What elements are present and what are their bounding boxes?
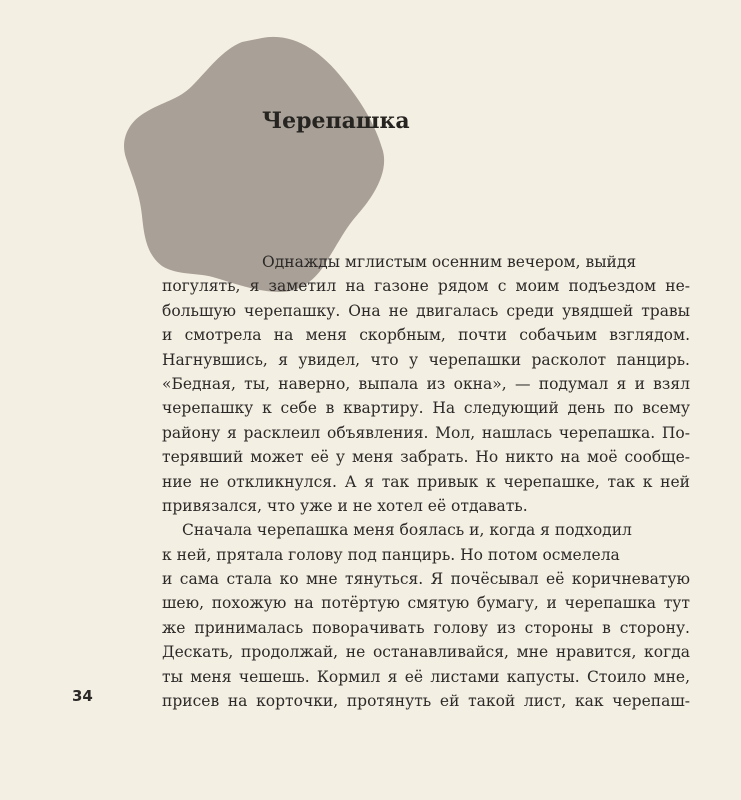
text-line: и смотрела на меня скорбным, почти собачьим взглядом. bbox=[162, 326, 690, 345]
text-line: большую черепашку. Она не двигалась среди увядшей травы bbox=[162, 301, 690, 320]
text-line: Однажды мглистым осенним вечером, выйдя bbox=[262, 253, 637, 271]
text-line: Нагнувшись, я увидел, что у черепашки расколот панцирь. bbox=[162, 350, 690, 369]
text-line: Сначала черепашка меня боялась и, когда я подходил bbox=[182, 521, 632, 540]
text-line: погулять, я заметил на газоне рядом с моим подъездом не- bbox=[162, 277, 690, 296]
text-line: Дескать, продолжай, не останавливайся, мне нравится, когда bbox=[162, 643, 690, 662]
text-line: же принималась поворачивать голову из стороны в сторону. bbox=[162, 618, 690, 637]
text-line: «Бедная, ты, наверно, выпала из окна», — подумал я и взял bbox=[162, 374, 690, 393]
text-line: району я расклеил объявления. Мол, нашлась черепашка. По- bbox=[162, 423, 690, 442]
text-line: ние не откликнулся. А я так привык к черепашке, так к ней bbox=[162, 472, 690, 491]
text-line: к ней, прятала голову под панцирь. Но потом осмелела bbox=[162, 545, 620, 564]
body-text bbox=[162, 250, 690, 713]
text-line: терявший может её у меня забрать. Но никто на моё сообще- bbox=[162, 448, 690, 467]
text-line: привязался, что уже и не хотел её отдавать. bbox=[162, 496, 528, 515]
page-number: 34 bbox=[72, 687, 93, 705]
text-line: ты меня чешешь. Кормил я её листами капусты. Стоило мне, bbox=[162, 667, 690, 686]
text-line: и сама стала ко мне тянуться. Я почёсывал её коричневатую bbox=[162, 570, 690, 589]
text-line: черепашку к себе в квартиру. На следующий день по всему bbox=[162, 399, 690, 418]
text-line: шею, похожую на потёртую смятую бумагу, и черепашка тут bbox=[162, 594, 690, 613]
text-line: присев на корточки, протянуть ей такой лист, как черепаш- bbox=[162, 692, 690, 711]
chapter-title: Черепашка bbox=[262, 108, 410, 134]
